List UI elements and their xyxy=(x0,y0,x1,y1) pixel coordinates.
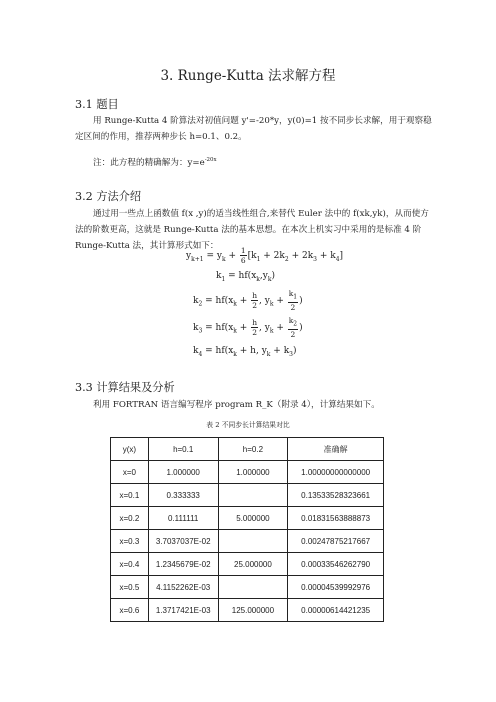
section-3-1-paragraph: 用 Runge-Kutta 4 阶算法对初值问题 y'=-20*y，y(0)=1 按不同步长求解，用于观察稳定区间的作用，推荐两种步长 h=0.1、0.2。 xyxy=(75,116,432,143)
table-cell: x=0.1 xyxy=(111,484,149,507)
rk-formula-k3: $k_3 = hf(x_k$ + $\frac{h}{2}$ , $y_k$ + $\frac{k_2}{2}$ ) xyxy=(193,316,303,339)
header-cell: h=0.2 xyxy=(218,438,288,461)
header-cell: y(x) xyxy=(111,438,149,461)
table-cell: 1.000000 xyxy=(218,461,288,484)
rk-formula-k2: $k_2 = hf(x_k$ + $\frac{h}{2}$ , $y_k$ + $\frac{k_1}{2}$ ) xyxy=(193,289,303,312)
section-heading-3-1: 3.1 题目 xyxy=(75,98,119,111)
table-cell: 0.13533528323661 xyxy=(288,484,384,507)
table-cell: 0.111111 xyxy=(148,507,218,530)
table-row xyxy=(111,576,384,599)
table-cell: 125.000000 xyxy=(218,599,288,622)
table-cell: 25.000000 xyxy=(218,553,288,576)
table-row xyxy=(111,484,384,507)
table-cell: 5.000000 xyxy=(218,507,288,530)
exact-solution-text: 注：此方程的精确解为：y=e xyxy=(93,157,205,168)
exact-solution-exponent: -20x xyxy=(204,157,217,163)
table-caption: 表 2 不同步长计算结果对比 xyxy=(206,421,290,429)
section-3-2-paragraph: 通过用一些点上函数值 f(x ,y)的适当线性组合,来替代 Euler 法中的 f(xk,yk)，从而使方法的阶数更高，这就是 Runge-Kutta 法的基本思想。在本次上机实习中采用的是标准 4 阶 Runge-Kutta 法，其计算形式如下： xyxy=(75,209,429,252)
table-cell: 0.00004539992976 xyxy=(288,576,384,599)
section-3-3-paragraph: 利用 FORTRAN 语言编写程序 program R_K（附录 4），计算结果如下。 xyxy=(93,400,380,410)
table-cell: 1.3717421E-03 xyxy=(148,599,218,622)
rk-formula-k1: $k_1 = hf(x_k,y_k)$ xyxy=(216,271,276,283)
table-cell xyxy=(218,530,288,553)
document-title: 3. Runge-Kutta 法求解方程 xyxy=(160,68,336,84)
section-heading-3-3: 3.3 计算结果及分析 xyxy=(75,381,175,394)
table-cell: x=0.3 xyxy=(111,530,149,553)
table-cell: 0.00247875217667 xyxy=(288,530,384,553)
table-row xyxy=(111,599,384,622)
table-cell: 4.1152262E-03 xyxy=(148,576,218,599)
table-cell: x=0.5 xyxy=(111,576,149,599)
table-cell: 1.2345679E-02 xyxy=(148,553,218,576)
table-cell xyxy=(218,484,288,507)
table-cell: x=0 xyxy=(111,461,149,484)
table-row xyxy=(111,530,384,553)
rk-formula-update: $y_{k+1} = y_k$ + $\frac{1}{6}$ $[k_1 + 2k_2 + 2k_3 + k_4]$ xyxy=(186,246,344,265)
results-table xyxy=(110,437,384,622)
exact-solution-note xyxy=(75,152,435,171)
table-cell: 0.333333 xyxy=(148,484,218,507)
table-row xyxy=(111,507,384,530)
table-row xyxy=(111,553,384,576)
rk-formula-k4: $k_4 = hf(x_k + h$, $y_k + k_3$) xyxy=(193,346,297,358)
table-cell: x=0.6 xyxy=(111,599,149,622)
section-heading-3-2: 3.2 方法介绍 xyxy=(75,190,142,203)
table-cell: 0.00033546262790 xyxy=(288,553,384,576)
table-cell: 1.00000000000000 xyxy=(288,461,384,484)
table-cell: 0.01831563888873 xyxy=(288,507,384,530)
table-cell: x=0.2 xyxy=(111,507,149,530)
header-cell: 准确解 xyxy=(288,438,384,461)
table-cell xyxy=(218,576,288,599)
table-cell: 1.000000 xyxy=(148,461,218,484)
table-row xyxy=(111,461,384,484)
table-cell: 0.00000614421235 xyxy=(288,599,384,622)
header-cell: h=0.1 xyxy=(148,438,218,461)
table-cell: x=0.4 xyxy=(111,553,149,576)
table-header-row xyxy=(111,438,384,461)
table-cell: 3.7037037E-02 xyxy=(148,530,218,553)
